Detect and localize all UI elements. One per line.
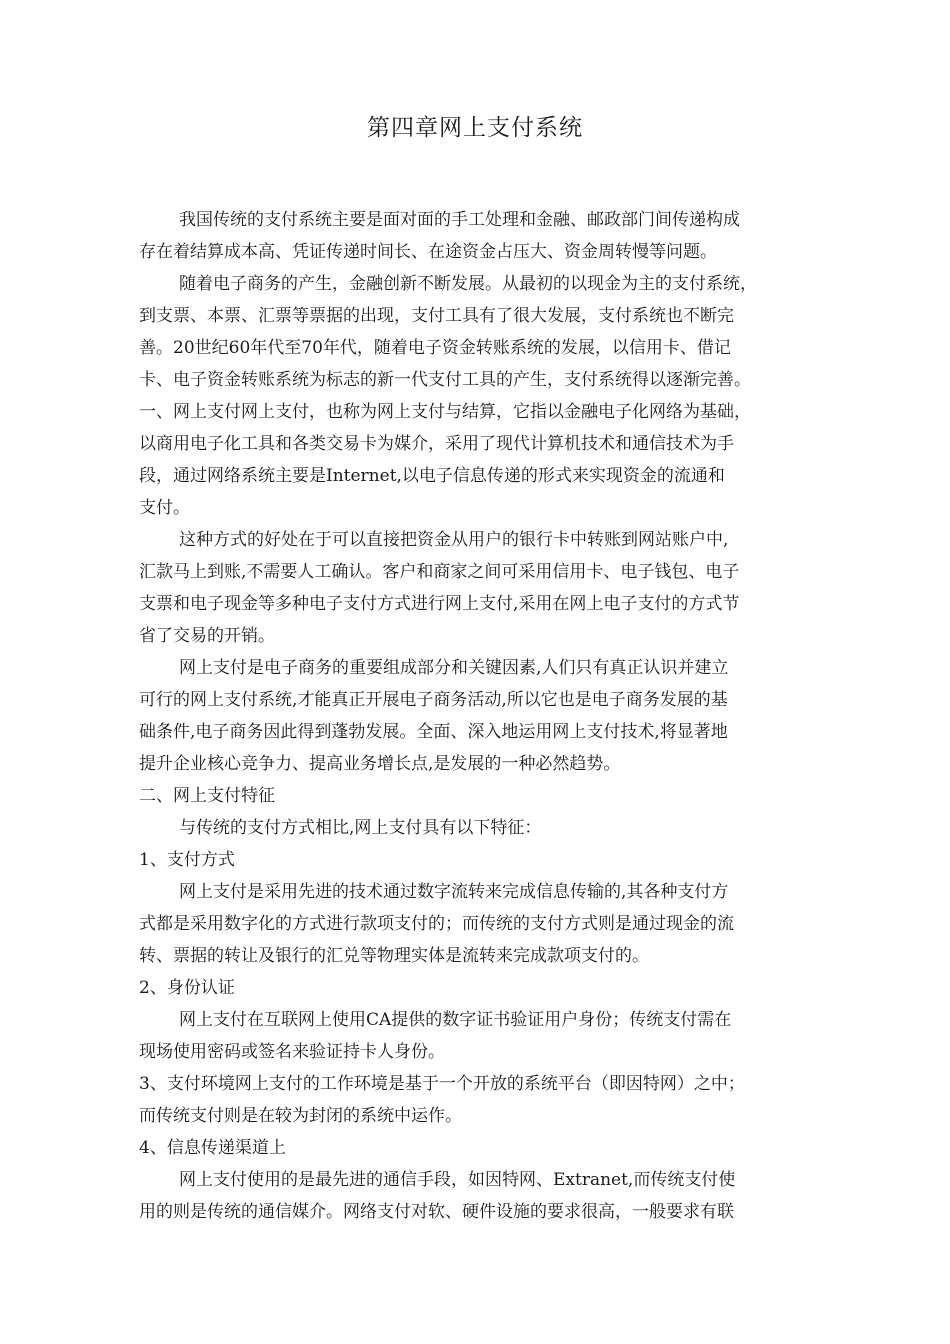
text-line: 我国传统的支付系统主要是面对面的手工处理和金融、邮政部门间传递构成 [179,210,740,230]
text-line: 善。20世纪60年代至70年代，随着电子资金转账系统的发展，以信用卡、借记 [139,338,731,358]
text-line: 段，通过网络系统主要是Internet,以电子信息传递的形式来实现资金的流通和 [139,466,725,486]
text-line: 二、网上支付特征 [139,786,275,806]
document-body [139,204,827,1228]
text-line: 而传统支付则是在较为封闭的系统中运作。 [139,1106,462,1126]
text-line: 用的则是传统的通信媒介。网络支付对软、硬件设施的要求很高，一般要求有联 [139,1202,734,1222]
text-line: 提升企业核心竞争力、提高业务增长点,是发展的一种必然趋势。 [139,754,621,774]
text-line: 网上支付是电子商务的重要组成部分和关键因素,人们只有真正认识并建立 [179,658,729,678]
text-line: 省了交易的开销。 [139,626,275,646]
text-line: 1、支付方式 [139,850,235,870]
text-line: 网上支付在互联网上使用CA提供的数字证书验证用户身份；传统支付需在 [179,1010,732,1030]
text-line: 以商用电子化工具和各类交易卡为媒介，采用了现代计算机技术和通信技术为手 [139,434,734,454]
text-line: 4、信息传递渠道上 [139,1138,286,1158]
text-line: 卡、电子资金转账系统为标志的新一代支付工具的产生，支付系统得以逐渐完善。 [139,370,751,390]
text-line: 到支票、本票、汇票等票据的出现，支付工具有了很大发展，支付系统也不断完 [139,306,734,326]
text-line: 汇款马上到账,不需要人工确认。客户和商家之间可采用信用卡、电子钱包、电子 [139,562,740,582]
document-title: 第四章网上支付系统 [367,115,583,141]
text-line: 与传统的支付方式相比,网上支付具有以下特征： [179,818,542,838]
text-line: 础条件,电子商务因此得到蓬勃发展。全面、深入地运用网上支付技术,将显著地 [139,722,728,742]
text-line: 这种方式的好处在于可以直接把资金从用户的银行卡中转账到网站账户中, [179,530,729,550]
text-line: 一、网上支付网上支付，也称为网上支付与结算，它指以金融电子化网络为基础， [139,402,751,422]
text-line: 网上支付使用的是最先进的通信手段，如因特网、Extranet,而传统支付使 [179,1170,736,1190]
text-line: 式都是采用数字化的方式进行款项支付的；而传统的支付方式则是通过现金的流 [139,914,734,934]
text-line: 支票和电子现金等多种电子支付方式进行网上支付,采用在网上电子支付的方式节 [139,594,740,614]
text-line: 现场使用密码或签名来验证持卡人身份。 [139,1042,445,1062]
text-line: 存在着结算成本高、凭证传递时间长、在途资金占压大、资金周转慢等问题。 [139,242,717,262]
text-line: 网上支付是采用先进的技术通过数字流转来完成信息传输的,其各种支付方 [179,882,729,902]
text-line: 3、支付环境网上支付的工作环境是基于一个开放的系统平台（即因特网）之中； [139,1074,745,1094]
text-line: 转、票据的转让及银行的汇兑等物理实体是流转来完成款项支付的。 [139,946,649,966]
text-line: 支付。 [139,498,190,518]
text-line: 2、身份认证 [139,978,235,998]
text-line: 可行的网上支付系统,才能真正开展电子商务活动,所以它也是电子商务发展的基 [139,690,728,710]
text-line: 随着电子商务的产生，金融创新不断发展。从最初的以现金为主的支付系统， [179,274,757,294]
